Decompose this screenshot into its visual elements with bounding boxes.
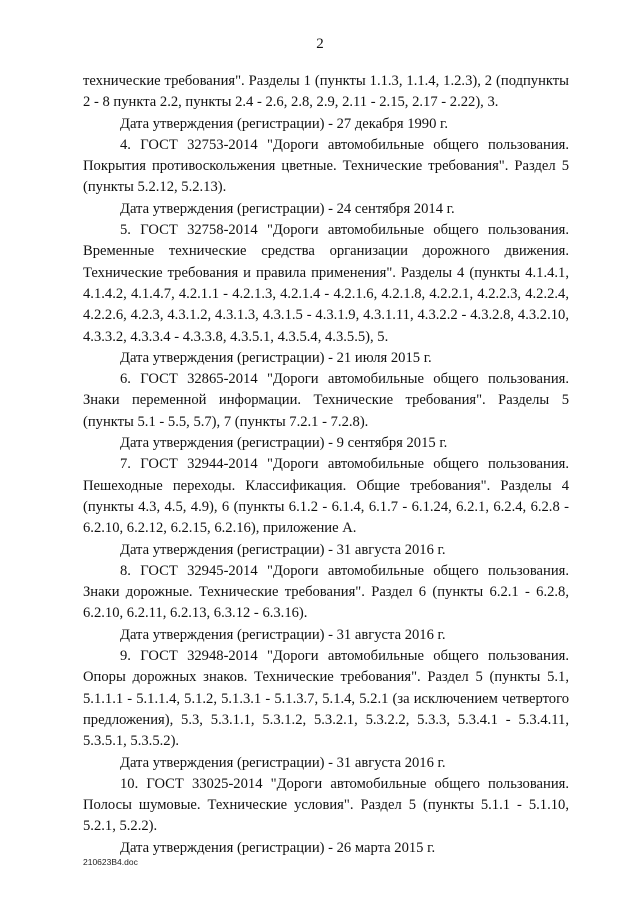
- page-number: 2: [316, 36, 324, 52]
- approval-date: Дата утверждения (регистрации) - 31 августа 2016 г.: [120, 754, 446, 771]
- standard-item: 6. ГОСТ 32865-2014 "Дороги автомобильные общего пользования. Знаки переменной информации. Технические требования". Разделы 5 (пункты 5.1 - 5.5, 5.7), 7 (пункты 7.2.1 - 7.2.8).: [83, 371, 569, 430]
- approval-date: Дата утверждения (регистрации) - 21 июля 2015 г.: [120, 349, 432, 366]
- approval-date: Дата утверждения (регистрации) - 31 августа 2016 г.: [120, 541, 446, 558]
- approval-date: Дата утверждения (регистрации) - 31 августа 2016 г.: [120, 626, 446, 643]
- paragraph: технические требования". Разделы 1 (пункты 1.1.3, 1.1.4, 1.2.3), 2 (подпункты 2 - 8 пункта 2.2, пункты 2.4 - 2.6, 2.8, 2.9, 2.11 - 2.15, 2.17 - 2.22), 3.: [83, 73, 569, 111]
- approval-date: Дата утверждения (регистрации) - 9 сентября 2015 г.: [120, 435, 448, 452]
- approval-date: Дата утверждения (регистрации) - 26 марта 2015 г.: [120, 839, 436, 856]
- document-body: [83, 71, 569, 859]
- standard-item: 9. ГОСТ 32948-2014 "Дороги автомобильные общего пользования. Опоры дорожных знаков. Технические требования". Раздел 5 (пункты 5.1, 5.1.1.1 - 5.1.1.4, 5.1.2, 5.1.3.1 - 5.1.3.7, 5.1.4, 5.2.1 (за исключением четвертого предложения), 5.3, 5.3.1.1, 5.3.1.2, 5.3.2.1, 5.3.2.2, 5.3.3, 5.3.4.1 - 5.3.4.11, 5.3.5.1, 5.3.5.2).: [83, 648, 569, 750]
- standard-item: 5. ГОСТ 32758-2014 "Дороги автомобильные общего пользования. Временные технические средства организации дорожного движения. Технические требования и правила применения". Разделы 4 (пункты 4.1.4.1, 4.1.4.2, 4.1.4.7, 4.2.1.1 - 4.2.1.3, 4.2.1.4 - 4.2.1.6, 4.2.1.8, 4.2.2.1, 4.2.2.3, 4.2.2.4, 4.2.2.6, 4.2.3, 4.3.1.2, 4.3.1.3, 4.3.1.5 - 4.3.1.9, 4.3.1.11, 4.3.2.2 - 4.3.2.8, 4.3.2.10, 4.3.3.2, 4.3.3.4 - 4.3.3.8, 4.3.5.1, 4.3.5.4, 4.3.5.5), 5.: [83, 222, 569, 345]
- standard-item: 8. ГОСТ 32945-2014 "Дороги автомобильные общего пользования. Знаки дорожные. Технические требования". Раздел 6 (пункты 6.2.1 - 6.2.8, 6.2.10, 6.2.11, 6.2.13, 6.3.12 - 6.3.16).: [83, 562, 569, 622]
- standard-item: 7. ГОСТ 32944-2014 "Дороги автомобильные общего пользования. Пешеходные переходы. Классификация. Общие требования". Разделы 4 (пункты 4.3, 4.5, 4.9), 6 (пункты 6.1.2 - 6.1.4, 6.1.7 - 6.1.24, 6.2.1, 6.2.4, 6.2.8 - 6.2.10, 6.2.12, 6.2.15, 6.2.16), приложение А.: [83, 456, 569, 537]
- approval-date: Дата утверждения (регистрации) - 27 декабря 1990 г.: [120, 115, 449, 132]
- file-name-footer: 210623B4.doc: [83, 857, 138, 867]
- standard-item: 4. ГОСТ 32753-2014 "Дороги автомобильные общего пользования. Покрытия противоскольжения цветные. Технические требования". Раздел 5 (пункты 5.2.12, 5.2.13).: [83, 136, 569, 196]
- standard-item: 10. ГОСТ 33025-2014 "Дороги автомобильные общего пользования. Полосы шумовые. Технические условия". Раздел 5 (пункты 5.1.1 - 5.1.10, 5.2.1, 5.2.2).: [83, 775, 569, 835]
- approval-date: Дата утверждения (регистрации) - 24 сентября 2014 г.: [120, 200, 455, 217]
